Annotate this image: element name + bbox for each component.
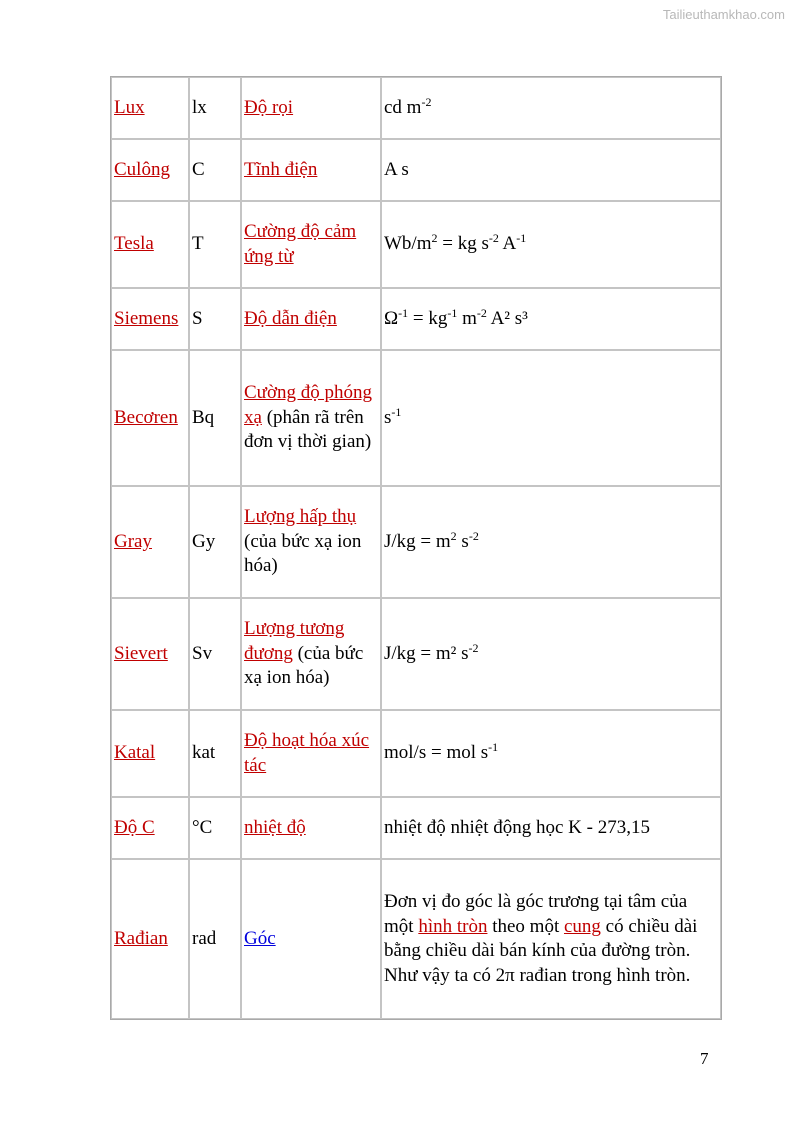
unit-symbol: T	[189, 201, 241, 288]
quantity-cell	[241, 797, 381, 859]
unit-name-link[interactable]: Becơren	[114, 406, 178, 428]
unit-symbol: rad	[189, 859, 241, 1019]
unit-symbol: lx	[189, 77, 241, 139]
unit-name-link[interactable]: Culông	[114, 158, 170, 180]
unit-name-cell	[111, 139, 189, 201]
expression-text: có chiều dài bằng chiều dài bán kính của đường tròn. Như vậy ta có 2π rađian trong hình tròn.	[384, 915, 698, 986]
expression-text: J/kg = m² s	[384, 642, 469, 664]
unit-expression	[381, 797, 721, 859]
table-row	[111, 288, 721, 350]
unit-expression	[381, 350, 721, 486]
unit-name-cell	[111, 288, 189, 350]
expression-text: A² s³	[486, 307, 528, 329]
table-row	[111, 486, 721, 598]
expression-text: nhiệt độ nhiệt động học K - 273,15	[384, 816, 650, 838]
expression-text: A s	[384, 158, 409, 180]
exponent: -1	[447, 305, 458, 320]
expression-text: = kg s	[437, 233, 489, 255]
quantity-link[interactable]: Độ rọi	[244, 96, 294, 118]
table-row	[111, 201, 721, 288]
unit-expression	[381, 859, 721, 1019]
inline-link[interactable]: cung	[563, 915, 601, 937]
unit-name-link[interactable]: Rađian	[114, 927, 168, 949]
unit-name-link[interactable]: Sievert	[114, 642, 168, 664]
unit-symbol: Bq	[189, 350, 241, 486]
expression-text: A	[498, 233, 517, 255]
table-row	[111, 859, 721, 1019]
unit-expression	[381, 598, 721, 710]
unit-symbol: Gy	[189, 486, 241, 598]
expression-text: J/kg = m	[384, 530, 451, 552]
unit-name-link[interactable]: Lux	[114, 96, 145, 118]
unit-symbol: C	[189, 139, 241, 201]
quantity-note: (của bức xạ ion hóa)	[244, 530, 362, 577]
expression-text: m	[457, 307, 477, 329]
quantity-link[interactable]: Lượng tương đương	[244, 618, 345, 664]
exponent: -1	[516, 231, 527, 246]
si-units-table	[110, 76, 722, 1020]
exponent: 2	[431, 231, 438, 246]
exponent: -2	[488, 231, 499, 246]
unit-symbol: Sv	[189, 598, 241, 710]
exponent: -1	[398, 305, 409, 320]
unit-name-link[interactable]: Siemens	[114, 307, 179, 329]
expression-text: Wb/m	[384, 233, 432, 255]
expression-text: s	[384, 406, 392, 428]
quantity-cell	[241, 710, 381, 797]
quantity-link[interactable]: Tĩnh điện	[244, 158, 318, 180]
quantity-cell	[241, 139, 381, 201]
unit-symbol: S	[189, 288, 241, 350]
unit-expression	[381, 201, 721, 288]
quantity-cell	[241, 859, 381, 1019]
expression-text: cd m	[384, 96, 422, 118]
expression-text: theo một	[487, 915, 564, 937]
exponent: 2	[450, 528, 457, 543]
unit-expression	[381, 710, 721, 797]
quantity-cell	[241, 486, 381, 598]
unit-name-link[interactable]: Gray	[114, 530, 152, 552]
unit-expression	[381, 486, 721, 598]
quantity-note: (phân rã trên đơn vị thời gian)	[244, 406, 372, 453]
page-number: 7	[700, 1049, 709, 1068]
quantity-cell	[241, 288, 381, 350]
exponent: -2	[468, 640, 479, 655]
unit-name-cell	[111, 486, 189, 598]
unit-name-cell	[111, 77, 189, 139]
unit-name-link[interactable]: Katal	[114, 742, 156, 764]
unit-symbol: kat	[189, 710, 241, 797]
unit-name-link[interactable]: Độ C	[114, 816, 155, 838]
table-row	[111, 77, 721, 139]
unit-name-cell	[111, 710, 189, 797]
quantity-link[interactable]: Góc	[244, 927, 276, 949]
quantity-cell	[241, 598, 381, 710]
table-row	[111, 350, 721, 486]
unit-name-cell	[111, 598, 189, 710]
exponent: -2	[476, 305, 487, 320]
exponent: -1	[391, 404, 402, 419]
unit-expression	[381, 139, 721, 201]
inline-link[interactable]: hình tròn	[418, 915, 488, 937]
unit-name-cell	[111, 201, 189, 288]
quantity-link[interactable]: Cường độ cảm ứng từ	[244, 221, 357, 267]
unit-symbol: °C	[189, 797, 241, 859]
quantity-link[interactable]: Độ dẫn điện	[244, 307, 337, 329]
exponent: -1	[488, 740, 499, 755]
unit-name-cell	[111, 859, 189, 1019]
quantity-link[interactable]: Độ hoạt hóa xúc tác	[244, 730, 370, 776]
quantity-cell	[241, 77, 381, 139]
expression-text: Ω	[384, 307, 399, 329]
expression-text: Đơn vị đo góc là góc trương tại tâm của một	[384, 891, 688, 937]
quantity-link[interactable]: Cường độ phóng xạ	[244, 382, 373, 428]
quantity-cell	[241, 350, 381, 486]
quantity-link[interactable]: nhiệt độ	[244, 816, 306, 838]
table-row	[111, 139, 721, 201]
expression-text: = kg	[408, 307, 448, 329]
table-row	[111, 710, 721, 797]
unit-name-cell	[111, 350, 189, 486]
quantity-note: (của bức xạ ion hóa)	[244, 642, 364, 689]
table-row	[111, 598, 721, 710]
unit-expression	[381, 77, 721, 139]
exponent: -2	[468, 528, 479, 543]
unit-expression	[381, 288, 721, 350]
watermark: Tailieuthamkhao.com	[662, 7, 785, 22]
table-row	[111, 797, 721, 859]
exponent: -2	[421, 94, 432, 109]
unit-name-link[interactable]: Tesla	[114, 233, 154, 255]
quantity-cell	[241, 201, 381, 288]
expression-text: s	[456, 530, 469, 552]
quantity-link[interactable]: Lượng hấp thụ	[244, 506, 357, 528]
unit-name-cell	[111, 797, 189, 859]
expression-text: mol/s = mol s	[384, 742, 489, 764]
